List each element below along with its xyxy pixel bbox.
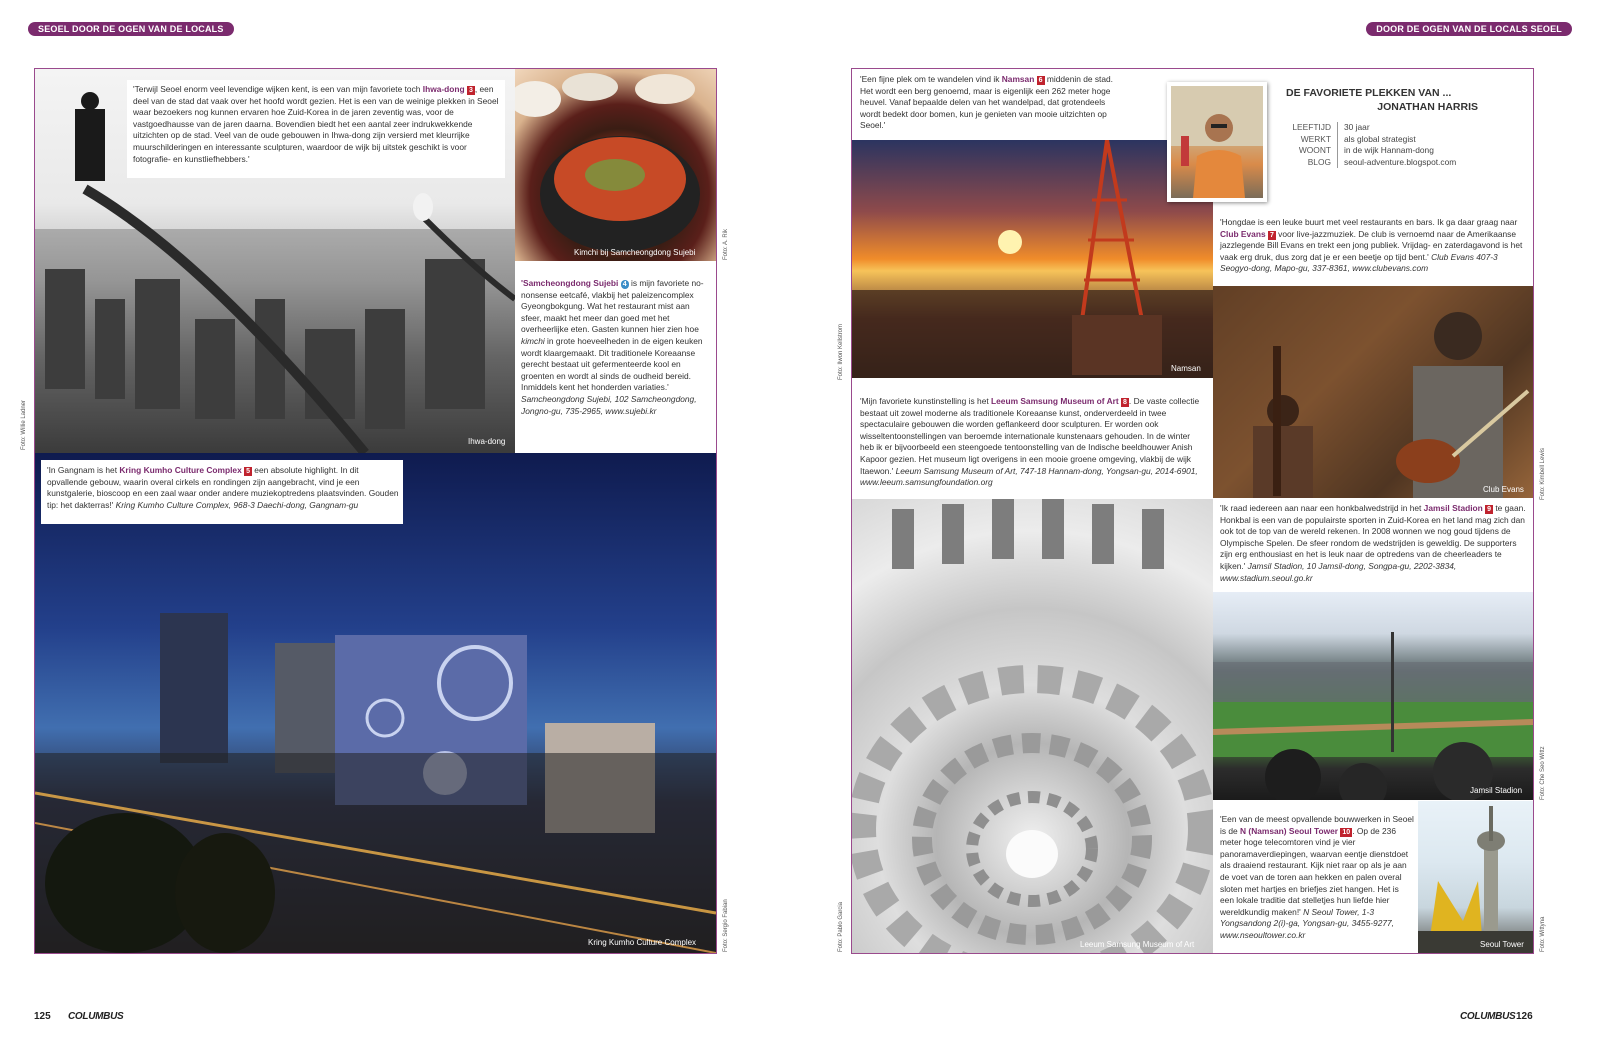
tower-text bbox=[1220, 814, 1414, 942]
jamsil-pre: 'Ik raad iedereen aan naar een honkbalwedstrijd in het bbox=[1220, 503, 1424, 513]
jamsil-caption: Jamsil Stadion bbox=[1470, 786, 1523, 795]
portrait-illustration bbox=[1171, 86, 1263, 198]
club-evans-link[interactable]: Club Evans bbox=[1220, 228, 1266, 239]
leeum-post: . De vaste collectie bestaat uit zowel moderne als traditionele Koreaanse kunst, onderverdeeld in twee spectaculaire gebouwen die worden geflankeerd door sculpturen. Er worden ook wisseltentoonstellingen van beroemde internationale kunstenaars gehouden. In de winter heb ik er bijvoorbeeld een steengoede tentoonstelling van de Indische beeldhouwer Anish Kapoor gezien. Het museum ligt overigens in een mooie groene omgeving, vlakbij de wijk Itaewon.' bbox=[860, 396, 1200, 476]
jamsil-illustration bbox=[1213, 592, 1533, 800]
map-marker-7: 7 bbox=[1269, 231, 1274, 239]
club-evans-photo bbox=[1213, 286, 1533, 498]
kumho-caption: Kring Kumho Culture Complex bbox=[588, 938, 697, 947]
ihwa-intro-pre: 'Terwijl Seoel enorm veel levendige wijken kent, is een van mijn favoriete toch bbox=[133, 84, 423, 94]
namsan-pre: 'Een fijne plek om te wandelen vind ik bbox=[860, 74, 1002, 84]
map-marker-3: 3 bbox=[468, 87, 473, 94]
map-marker-9: 9 bbox=[1487, 506, 1492, 513]
evans-credit: Foto: Kimbell Lewis bbox=[1540, 447, 1546, 500]
leeum-text bbox=[860, 396, 1206, 489]
sujebi-body: is mijn favoriete no-nonsense eetcafé, vlakbij het paleizencomplex Gyeongbokgung. Wat het restaurant mist aan sfeer, maakt het meer dan goed met het overheerlijke eten. Gasten kunnen hier zien hoe bbox=[521, 278, 704, 335]
kumho-credit: Foto: Sergio Fabian bbox=[723, 899, 729, 952]
profile-table bbox=[1290, 122, 1490, 168]
profile-label-lives: WOONT bbox=[1290, 145, 1338, 157]
jamsil-address: Jamsil Stadion, 10 Jamsil-dong, Songpa-gu, 2202-3834, www.stadium.seoul.go.kr bbox=[1220, 560, 1457, 583]
profile-label-blog: BLOG bbox=[1290, 157, 1338, 169]
tower-caption: Seoul Tower bbox=[1480, 940, 1524, 949]
kimchi-photo bbox=[515, 69, 716, 261]
profile-label-work: WERKT bbox=[1290, 134, 1338, 146]
jamsil-photo bbox=[1213, 592, 1533, 800]
kimchi-illustration bbox=[515, 69, 716, 261]
map-marker-8: 8 bbox=[1123, 399, 1127, 406]
sujebi-link[interactable]: 'Samcheongdong Sujebi bbox=[521, 278, 619, 288]
tower-pre: 'Een van de meest opvallende bouwwerken in Seoel is de bbox=[1220, 814, 1414, 836]
ihwa-intro-box bbox=[127, 80, 505, 178]
leeum-credit: Foto: Pablo Garcia bbox=[838, 901, 844, 952]
evans-pre: 'Hongdae is een leuke buurt met veel restaurants en bars. Ik ga daar graag naar bbox=[1220, 217, 1518, 227]
ihwa-dong-credit: Foto: Willie Ladner bbox=[21, 399, 27, 450]
jamsil-post: te gaan. Honkbal is een van de populairste sporten in Zuid-Korea en het land mag zich dan ook tot de top van de wereld rekenen. In 2008 wonnen we nog goud tijdens de Olympische Spelen. De sfeer rondom de wedstrijden is geweldig. De supporters zijn erg enthousiast en het is leuk naar de optredens van de cheerleaders te kijken.' bbox=[1220, 503, 1526, 571]
jonathan-harris-portrait bbox=[1167, 82, 1267, 202]
namsan-illustration bbox=[852, 140, 1213, 378]
profile-value-lives: in de wijk Hannam-dong bbox=[1344, 145, 1434, 155]
section-header-left: SEOEL DOOR DE OGEN VAN DE LOCALS bbox=[28, 22, 234, 36]
kimchi-term: kimchi bbox=[521, 335, 545, 346]
jamsil-text bbox=[1220, 503, 1528, 584]
profile-row-age bbox=[1290, 122, 1490, 134]
tower-credit: Foto: Wittyna bbox=[1540, 916, 1546, 952]
page-number-right: 126 bbox=[1516, 1011, 1533, 1022]
ihwa-dong-link[interactable]: Ihwa-dong bbox=[422, 84, 465, 94]
ihwa-intro-post: , een deel van de stad dat vaak over het hoofd wordt gezien. Het is een van de weinige plekken in Seoel waar bezoekers nog kunnen ervaren hoe Zuid-Korea in de jaren zeventig was, voor de vastgoedhausse van de jaren daarna. Bovendien biedt het een aantal zeer indrukwekkende uitzichten op de stad. Veel van de oude gebouwen in Ihwa-dong zijn versierd met kleurrijke muurschilderingen en interessante sculpturen, waardoor de wijk bij uitstek geschikt is voor fotografie- en kunstliefhebbers.' bbox=[133, 84, 499, 164]
jamsil-link[interactable]: Jamsil Stadion bbox=[1423, 503, 1483, 513]
leeum-photo bbox=[852, 499, 1213, 953]
seoul-tower-illustration bbox=[1418, 801, 1533, 953]
kumho-illustration bbox=[35, 453, 716, 953]
kumho-photo bbox=[35, 453, 716, 953]
columbus-logo-right: COLUMBUS bbox=[1460, 1011, 1516, 1022]
jamsil-credit: Foto: Che Seo Wittz bbox=[1540, 746, 1546, 800]
seoul-tower-link[interactable]: N (Namsan) Seoul Tower bbox=[1240, 825, 1339, 836]
evans-post: voor live-jazzmuziek. De club is vernoemd naar de Amerikaanse jazzlegende Bill Evans en trekt een jong publiek. Vrijdag- en zaterdagavond is het vaak erg druk, dus zorg dat je er een beetje op tijd bent.' bbox=[1220, 228, 1523, 262]
namsan-link[interactable]: Namsan bbox=[1001, 74, 1035, 84]
section-header-right: DOOR DE OGEN VAN DE LOCALS SEOEL bbox=[1366, 22, 1572, 36]
profile-value-age: 30 jaar bbox=[1344, 122, 1370, 132]
map-marker-4: 4 bbox=[622, 281, 627, 288]
page-number-left: 125 bbox=[34, 1011, 51, 1022]
columbus-logo-left: COLUMBUS bbox=[68, 1011, 124, 1022]
kumho-link[interactable]: Kring Kumho Culture Complex bbox=[119, 465, 242, 475]
seoul-tower-photo bbox=[1418, 801, 1533, 953]
namsan-text bbox=[860, 74, 1122, 132]
evans-caption: Club Evans bbox=[1483, 485, 1524, 494]
profile-row-lives bbox=[1290, 145, 1490, 157]
kumho-address: Kring Kumho Culture Complex, 968-3 Daechi-dong, Gangnam-gu bbox=[113, 499, 359, 510]
sujebi-text bbox=[521, 278, 711, 417]
club-evans-illustration bbox=[1213, 286, 1533, 498]
profile-title-1: DE FAVORIETE PLEKKEN VAN ... bbox=[1286, 87, 1452, 99]
tower-post: . Op de 236 meter hoge telecomtoren vind je vier panoramaverdiepingen, waarvan eentje dienstdoet als draaiend restaurant. Kijk niet raar op als je aan de voet van de toren aan hekken en palen overal sloten met hartjes en briefjes ziet hangen. Het is een lokale traditie dat stelletjes hun liefde hier wereldkundig maken!' bbox=[1220, 825, 1409, 917]
leeum-link[interactable]: Leeum Samsung Museum of Art bbox=[991, 396, 1119, 406]
sujebi-address: Samcheongdong Sujebi, 102 Samcheongdong, Jongno-gu, 735-2965, www.sujebi.kr bbox=[521, 393, 697, 416]
leeum-illustration bbox=[852, 499, 1213, 953]
namsan-photo bbox=[852, 140, 1213, 378]
namsan-credit: Foto: Ilwon Kellstrom bbox=[838, 323, 844, 380]
profile-label-age: LEEFTIJD bbox=[1290, 122, 1338, 134]
map-marker-10: 10 bbox=[1342, 828, 1351, 836]
kumho-text-box bbox=[41, 460, 403, 524]
evans-address: Club Evans 407-3 Seogyo-dong, Mapo-gu, 337-8361, www.clubevans.com bbox=[1220, 251, 1498, 274]
tower-address: N Seoul Tower, 1-3 Yongsandong 2(i)-ga, Yongsan-gu, 3455-9277, www.nseoultower.co.kr bbox=[1220, 906, 1394, 940]
namsan-post: middenin de stad. Het wordt een berg genoemd, maar is eigenlijk een 262 meter hoge heuvel. Vanaf bepaalde delen van het wandelpad, dat grotendeels wordt bedekt door bomen, kun je genieten van mooie uitzichten op Seoel.' bbox=[860, 74, 1114, 131]
sujebi-body-2: in grote hoeveelheden in de eigen keuken wordt klaargemaakt. Dit traditionele Koreaanse gerecht bestaat uit gefermenteerde kool en groenten en wordt al sinds de oudheid bereid. Inmiddels kent het honderden variaties.' bbox=[521, 335, 703, 393]
profile-value-work: als global strategist bbox=[1344, 133, 1416, 144]
kimchi-caption: Kimchi bij Samcheongdong Sujebi bbox=[574, 248, 696, 257]
map-marker-5: 5 bbox=[246, 468, 250, 475]
kumho-text bbox=[47, 465, 399, 511]
leeum-caption: Leeum Samsung Museum of Art bbox=[1080, 940, 1195, 949]
profile-value-blog[interactable]: seoul-adventure.blogspot.com bbox=[1344, 156, 1457, 167]
kumho-post: een absolute highlight. In dit opvallende gebouw, waarin overal cirkels en rondingen zijn aangebracht, vind je een kunstgalerie, bioscoop en een zaal waar onder andere muziekoptredens plaatsvinden. Gouden tip: het dakterras!' bbox=[47, 465, 399, 510]
ihwa-intro-text bbox=[133, 84, 499, 165]
map-marker-6: 6 bbox=[1038, 77, 1043, 84]
profile-row-work bbox=[1290, 134, 1490, 146]
profile-title-2: JONATHAN HARRIS bbox=[1377, 101, 1478, 113]
leeum-address: Leeum Samsung Museum of Art, 747-18 Hannam-dong, Yongsan-gu, 2014-6901, www.leeum.samsungfoundation.org bbox=[860, 465, 1198, 488]
evans-text bbox=[1220, 217, 1528, 275]
kumho-pre: 'In Gangnam is het bbox=[47, 465, 120, 475]
namsan-caption: Namsan bbox=[1171, 364, 1201, 373]
leeum-pre: 'Mijn favoriete kunstinstelling is het bbox=[860, 396, 992, 406]
kimchi-credit: Foto: A. Rik bbox=[723, 228, 729, 260]
profile-row-blog bbox=[1290, 157, 1490, 169]
ihwa-dong-caption: Ihwa-dong bbox=[468, 437, 506, 446]
